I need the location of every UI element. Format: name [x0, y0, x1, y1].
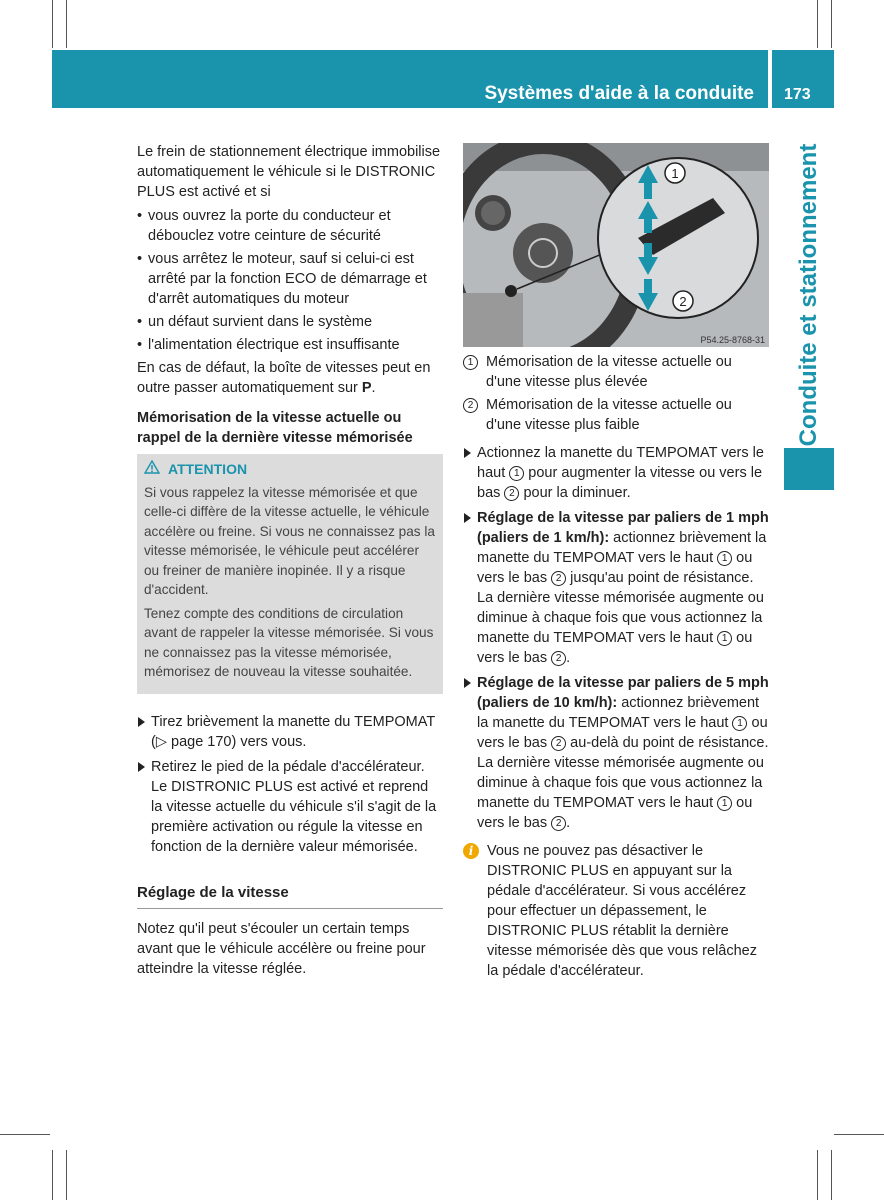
callout-2-icon: 2 — [551, 736, 566, 751]
crop-mark — [817, 1150, 818, 1200]
crop-mark — [66, 0, 67, 48]
section-heading: Réglage de la vitesse — [137, 883, 443, 909]
step-item: Retirez le pied de la pédale d'accélérateur. Le DISTRONIC PLUS est activé et reprend la vitesse actuelle du véhicule s'il s'agit de la première activation ou régule la vitesse en fonction de la dernière valeur mémorisée. — [137, 757, 443, 857]
right-column — [463, 352, 769, 981]
step-item: Actionnez la manette du TEMPOMAT vers le haut 1 pour augmenter la vitesse ou vers le bas 2 pour la diminuer. — [463, 443, 769, 503]
page-number-box — [772, 50, 834, 108]
intro-paragraph: Le frein de stationnement électrique immobilise automatiquement le véhicule si le DISTRONIC PLUS est activé et si — [137, 144, 441, 200]
warning-triangle-icon — [144, 460, 160, 480]
default-paragraph: En cas de défaut, la boîte de vitesses peut en outre passer automatiquement sur P. — [137, 360, 431, 396]
svg-text:1: 1 — [671, 166, 679, 181]
steering-wheel-figure — [463, 143, 769, 347]
warning-box — [137, 454, 443, 694]
callout-1-icon: 1 — [509, 466, 524, 481]
warning-text: Si vous rappelez la vitesse mémorisée et que celle-ci diffère de la vitesse actuelle, le véhicule accélère ou freine. Si vous ne connaissez pas la vitesse mémorisée, le véhicule peut accélérer ou freiner de manière inopinée. Il y a risque d'accident. — [144, 484, 435, 597]
legend-item: 1 Mémorisation de la vitesse actuelle ou d'une vitesse plus élevée — [463, 352, 769, 392]
callout-1-icon: 1 — [732, 716, 747, 731]
callout-1-icon: 1 — [717, 796, 732, 811]
side-tab — [784, 143, 834, 447]
crop-mark — [0, 1134, 50, 1135]
subheading: Mémorisation de la vitesse actuelle ou rappel de la dernière vitesse mémorisée — [137, 410, 413, 446]
crop-mark — [831, 1150, 832, 1200]
callout-2-icon: 2 — [551, 651, 566, 666]
warning-title: ATTENTION — [144, 460, 437, 480]
side-tab-label: Conduite et stationnement — [795, 143, 822, 447]
list-item: • vous ouvrez la porte du conducteur et débouclez votre ceinture de sécurité — [137, 206, 443, 246]
info-note: i Vous ne pouvez pas désactiver le DISTRONIC PLUS en appuyant sur la pédale d'accélérateur. Si vous accélérez pour effectuer un dépassement, le DISTRONIC PLUS rétablit la dernière vitesse mémorisée dès que vous relâchez la pédale d'accélérateur. — [463, 841, 769, 981]
list-item: • vous arrêtez le moteur, sauf si celui-ci est arrêté par la fonction ECO de démarrage et d'arrêt automatiques du moteur — [137, 249, 443, 309]
info-icon: i — [463, 843, 479, 859]
figure-drawing — [463, 143, 769, 347]
step-item: Réglage de la vitesse par paliers de 5 mph (paliers de 10 km/h): actionnez brièvement la manette du TEMPOMAT vers le haut 1 ou vers le bas 2 au-delà du point de résistance. La dernière vitesse mémorisée augmente ou diminue à chaque fois que vous actionnez la manette du TEMPOMAT vers le haut 1 ou vers le bas 2 . — [463, 673, 769, 833]
left-column — [137, 142, 443, 983]
callout-2-icon: 2 — [463, 398, 478, 413]
side-tab-marker — [784, 448, 834, 490]
callout-1-icon: 1 — [717, 631, 732, 646]
step-detail: La dernière vitesse mémorisée augmente ou diminue à chaque fois que vous actionnez la manette du TEMPOMAT vers le haut 1 ou vers le bas 2 . — [477, 590, 764, 666]
list-item: • un défaut survient dans le système — [137, 312, 443, 332]
crop-mark — [66, 1150, 67, 1200]
step-detail: La dernière vitesse mémorisée augmente ou diminue à chaque fois que vous actionnez la manette du TEMPOMAT vers le haut 1 ou vers le bas 2 . — [477, 755, 764, 831]
step-item: Réglage de la vitesse par paliers de 1 mph (paliers de 1 km/h): actionnez brièvement la manette du TEMPOMAT vers le haut 1 ou vers le bas 2 jusqu'au point de résistance. La dernière vitesse mémorisée augmente ou diminue à chaque fois que vous actionnez la manette du TEMPOMAT vers le haut 1 ou vers le bas 2 . — [463, 508, 769, 668]
svg-text:2: 2 — [679, 294, 687, 309]
list-item: • l'alimentation électrique est insuffisante — [137, 335, 443, 355]
callout-2-icon: 2 — [551, 816, 566, 831]
figure-code: P54.25-8768-31 — [700, 335, 765, 345]
legend-item: 2 Mémorisation de la vitesse actuelle ou d'une vitesse plus faible — [463, 395, 769, 435]
callout-2-icon: 2 — [551, 571, 566, 586]
step-item: Tirez brièvement la manette du TEMPOMAT (▷ page 170) vers vous. — [137, 712, 443, 752]
condition-list — [137, 206, 443, 355]
section-paragraph: Notez qu'il peut s'écouler un certain temps avant que le véhicule accélère ou freine pour atteindre la vitesse réglée. — [137, 920, 426, 977]
warning-text: Tenez compte des conditions de circulation avant de rappeler la vitesse mémorisée. Si vous ne connaissez pas la vitesse mémorisée, mémorisez de nouveau la vitesse souhaitée. — [144, 605, 434, 679]
callout-2-icon: 2 — [504, 486, 519, 501]
crop-mark — [834, 1134, 884, 1135]
crop-mark — [817, 0, 818, 48]
crop-mark — [831, 0, 832, 48]
header-bar — [52, 50, 768, 108]
chapter-title: Systèmes d'aide à la conduite — [484, 83, 754, 104]
page-number: 173 — [784, 86, 811, 103]
callout-1-icon: 1 — [463, 355, 478, 370]
callout-1-icon: 1 — [717, 551, 732, 566]
gear-p: P — [361, 380, 372, 396]
crop-mark — [52, 1150, 53, 1200]
crop-mark — [52, 0, 53, 48]
